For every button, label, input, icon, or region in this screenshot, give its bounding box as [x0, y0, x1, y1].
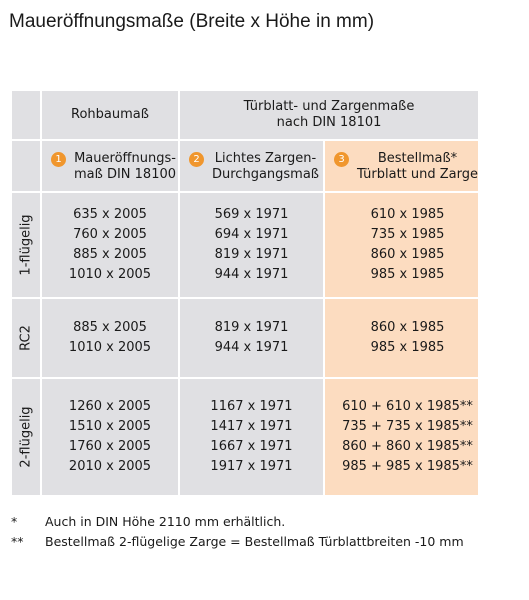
cell-durchgangsmass — [179, 378, 324, 496]
subheader-2 — [179, 140, 324, 192]
row-group-label — [11, 298, 41, 378]
cell-value: 819 x 1971 — [214, 320, 289, 335]
subheader-3-line2: Türblatt und Zarge — [357, 167, 478, 182]
cell-value: 760 x 2005 — [73, 227, 147, 242]
page-title: Maueröffnungsmaße (Breite x Höhe in mm) — [9, 11, 375, 32]
row-group-label — [11, 378, 41, 496]
cell-value: 1010 x 2005 — [68, 267, 152, 282]
footnote-text: Bestellmaß 2-flügelige Zarge = Bestellmaß Türblattbreiten -10 mm — [45, 534, 464, 549]
header-rohbau-label: Rohbaumaß — [71, 107, 149, 122]
cell-value: 694 x 1971 — [214, 227, 289, 242]
cell-value: 860 x 1985 — [370, 247, 445, 262]
cell-value: 735 x 1985 — [370, 227, 445, 242]
footnotes — [11, 512, 464, 552]
cell-value: 735 + 735 x 1985** — [342, 419, 473, 434]
cell-value: 1167 x 1971 — [210, 399, 293, 414]
number-badge-icon: 2 — [189, 152, 204, 167]
cell-maueroeffnung — [41, 298, 179, 378]
cell-value: 2010 x 2005 — [68, 459, 152, 474]
cell-value: 1417 x 1971 — [210, 419, 293, 434]
cell-value: 885 x 2005 — [73, 247, 147, 262]
cell-durchgangsmass — [179, 192, 324, 298]
cell-value: 635 x 2005 — [73, 207, 147, 222]
footnote-text: Auch in DIN Höhe 2110 mm erhältlich. — [45, 514, 286, 529]
footnote-mark: * — [11, 514, 18, 529]
dimensions-table — [10, 89, 480, 497]
table-row — [11, 378, 479, 496]
subheader-2-line1: Lichtes Zargen- — [214, 151, 317, 166]
cell-value: 1917 x 1971 — [210, 459, 293, 474]
number-badge-icon: 1 — [51, 152, 66, 167]
subheader-3-line1: Bestellmaß* — [377, 151, 458, 166]
cell-value: 610 x 1985 — [370, 207, 445, 222]
cell-maueroeffnung — [41, 378, 179, 496]
footnote — [11, 532, 464, 552]
header-rohbau — [41, 90, 179, 140]
cell-value: 1010 x 2005 — [68, 340, 152, 355]
cell-value: 1260 x 2005 — [68, 399, 152, 414]
table-row — [11, 298, 479, 378]
cell-value: 985 x 1985 — [370, 267, 445, 282]
table-subheader-row — [11, 140, 479, 192]
cell-value: 985 x 1985 — [370, 340, 445, 355]
row-group-label-text: 1-flügelig — [18, 214, 34, 276]
subheader-1-line1: Maueröffnungs- — [74, 151, 176, 166]
cell-value: 1760 x 2005 — [68, 439, 152, 454]
subheader-2-line2: Durchgangsmaß — [212, 167, 319, 182]
header-tuerblatt-line2: nach DIN 18101 — [276, 115, 382, 130]
cell-value: 819 x 1971 — [214, 247, 289, 262]
cell-value: 944 x 1971 — [214, 340, 289, 355]
footnote-mark: ** — [11, 534, 24, 549]
cell-value: 985 + 985 x 1985** — [342, 459, 473, 474]
cell-durchgangsmass — [179, 298, 324, 378]
number-badge-icon: 3 — [334, 152, 349, 167]
subheader-1 — [41, 140, 179, 192]
corner-cell — [11, 90, 41, 140]
cell-value: 885 x 2005 — [73, 320, 147, 335]
footnote — [11, 512, 464, 532]
table-header-row — [11, 90, 479, 140]
cell-bestellmass — [324, 192, 479, 298]
cell-value: 610 + 610 x 1985** — [342, 399, 473, 414]
cell-value: 860 + 860 x 1985** — [342, 439, 473, 454]
header-tuerblatt — [179, 90, 479, 140]
cell-value: 860 x 1985 — [370, 320, 445, 335]
cell-value: 1667 x 1971 — [210, 439, 293, 454]
subheader-3 — [324, 140, 479, 192]
cell-maueroeffnung — [41, 192, 179, 298]
row-group-label-text: RC2 — [18, 325, 34, 351]
cell-value: 569 x 1971 — [214, 207, 289, 222]
cell-value: 944 x 1971 — [214, 267, 289, 282]
row-group-label — [11, 192, 41, 298]
subheader-corner — [11, 140, 41, 192]
cell-value: 1510 x 2005 — [68, 419, 152, 434]
subheader-1-line2: maß DIN 18100 — [74, 167, 177, 182]
header-tuerblatt-line1: Türblatt- und Zargenmaße — [243, 99, 415, 114]
table-row — [11, 192, 479, 298]
cell-bestellmass — [324, 298, 479, 378]
row-group-label-text: 2-flügelig — [18, 406, 34, 468]
cell-bestellmass — [324, 378, 479, 496]
